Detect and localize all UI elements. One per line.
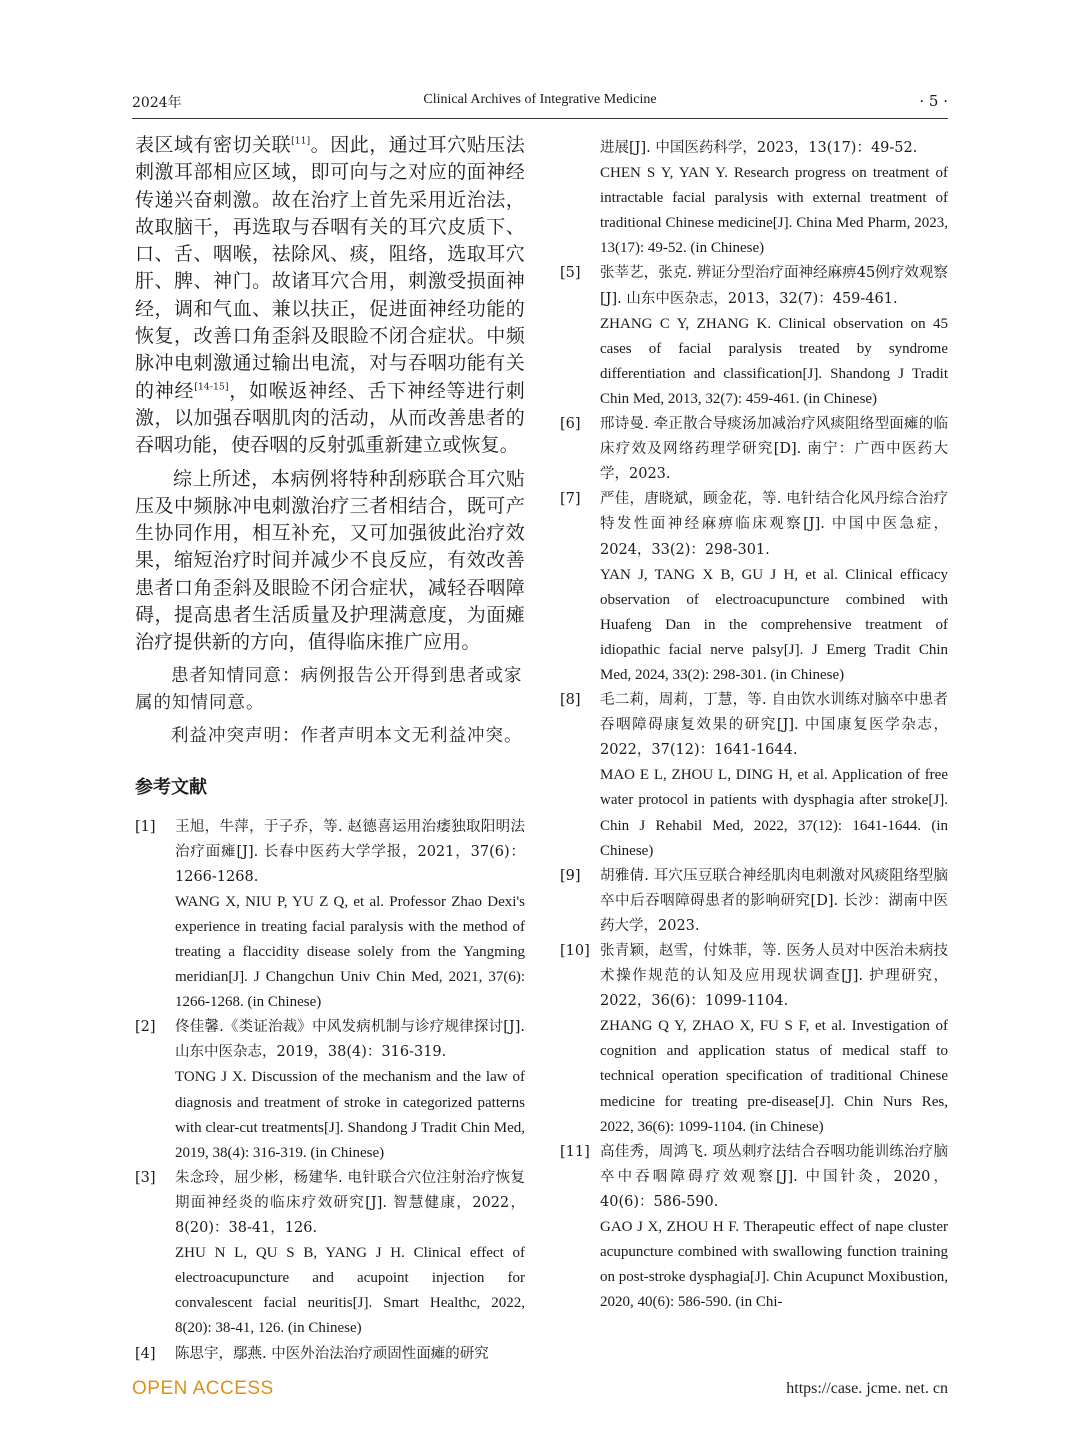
reference-en: ZHANG Q Y, ZHAO X, FU S F, et al. Investigation of cognition and application status of medical staff to technical operation specification of traditional Chinese medicine for treating pre-disease[J]. Chin Nurs Res, 2022, 36(6): 1099-1104. (in Chinese) — [600, 1018, 948, 1135]
reference-zh: 陈思宇，鄢燕. 中医外治法治疗顽固性面瘫的研究 — [175, 1345, 489, 1362]
reference-5 — [560, 261, 948, 412]
reference-9 — [560, 864, 948, 939]
reference-number: [10] — [560, 943, 590, 959]
body-paragraph-2: 综上所述，本病例将特种刮痧联合耳穴贴压及中频脉冲电刺激治疗三者相结合，既可产生协同作用，相互补充，又可加强彼此治疗效果，缩短治疗时间并减少不良反应，有效改善患者口角歪斜及眼睑不闭合症状，减轻吞咽障碍，提高患者生活质量及护理满意度，为面瘫治疗提供新的方向，值得临床推广应用。 — [135, 467, 525, 654]
reference-en: GAO J X, ZHOU H F. Therapeutic effect of nape cluster acupuncture combined with swallowing function training on post-stroke dysphagia[J]. Chin Acupunct Moxibustion, 2020, 40(6): 586-590. (in Chi- — [600, 1219, 948, 1311]
open-access-label: OPEN ACCESS — [132, 1378, 274, 1399]
para1-part-b: 。因此，通过耳穴贴压法刺激耳部相应区域，即可向与之对应的面神经传递兴奋刺激。故在治疗上首先采用近治法，故取脑干，再选取与吞咽有关的耳穴皮质下、口、舌、咽喉，祛除风、痰，阻络，选取耳穴肝、脾、神门。故诸耳穴合用，刺激受损面神经，调和气血、兼以扶正，促进面神经功能的恢复，改善口角歪斜及眼睑不闭合症状。中频脉冲电刺激通过输出电流，对与吞咽功能有关的神经 — [135, 134, 525, 402]
reference-number: [6] — [560, 416, 581, 433]
reference-number: [7] — [560, 491, 581, 508]
conflict-statement: 利益冲突声明：作者声明本文无利益冲突。 — [171, 726, 523, 747]
para1-part-c: ，如喉返神经、舌下神经等进行刺激，以加强吞咽肌肉的活动，从而改善患者的吞咽功能，使吞咽的反射弧重新建立或恢复。 — [135, 379, 525, 457]
consent-statement: 患者知情同意：病例报告公开得到患者或家属的知情同意。 — [135, 665, 523, 713]
right-column — [560, 136, 948, 1315]
reference-zh: 毛二莉，周莉，丁慧，等. 自由饮水训练对脑卒中患者吞咽障碍康复效果的研究[J]. 中国康复医学杂志，2022，37(12)：1641-1644. — [600, 692, 948, 759]
reference-7 — [560, 487, 948, 688]
header-rule — [132, 118, 948, 119]
reference-number: [8] — [560, 692, 581, 709]
reference-1 — [135, 815, 525, 1016]
reference-zh: 朱念玲，屈少彬，杨建华. 电针联合穴位注射治疗恢复期面神经炎的临床疗效研究[J]. 智慧健康，2022，8(20)：38-41，126. — [175, 1169, 525, 1237]
reference-number: [4] — [135, 1345, 156, 1362]
header-year: 2024年 — [132, 95, 182, 111]
journal-url-link[interactable]: https://case. jcme. net. cn — [786, 1380, 948, 1397]
reference-number: [3] — [135, 1169, 156, 1186]
reference-en: MAO E L, ZHOU L, DING H, et al. Application of free water protocol in patients with dysphagia after stroke[J]. Chin J Rehabil Med, 2022, 37(12): 1641-1644. (in Chinese) — [600, 767, 948, 859]
reference-number: [5] — [560, 265, 581, 282]
reference-zh: 王旭，牛萍，于子乔，等. 赵德喜运用治痿独取阳明法治疗面瘫[J]. 长春中医药大学学报，2021，37(6)：1266-1268. — [175, 818, 525, 885]
reference-zh: 佟佳馨.《类证治裁》中风发病机制与诊疗规律探讨[J]. 山东中医杂志，2019，38(4)：316-319. — [175, 1019, 525, 1061]
left-column — [135, 132, 525, 1367]
reference-number: [9] — [560, 867, 581, 884]
reference-number: [2] — [135, 1019, 156, 1036]
citation-11[interactable]: [11] — [291, 136, 311, 147]
reference-4-start — [135, 1342, 525, 1367]
reference-en: YAN J, TANG X B, GU J H, et al. Clinical efficacy observation of electroacupuncture combined with Huafeng Dan in the comprehensive treatment of idiopathic facial nerve palsy[J]. J Emerg Tradit Chin Med, 2024, 33(2): 298-301. (in Chinese) — [600, 566, 948, 683]
reference-zh: 胡雅倩. 耳穴压豆联合神经肌肉电刺激对风痰阻络型脑卒中后吞咽障碍患者的影响研究[D]. 长沙：湖南中医药大学，2023. — [600, 867, 948, 934]
running-header — [132, 92, 948, 114]
reference-zh: 张莘艺，张克. 辨证分型治疗面神经麻痹45例疗效观察[J]. 山东中医杂志，2013，32(7)：459-461. — [600, 265, 948, 307]
reference-zh: 高佳秀，周鸿飞. 项丛刺疗法结合吞咽功能训练治疗脑卒中吞咽障碍疗效观察[J]. 中国针灸，2020，40(6)：586-590. — [600, 1143, 948, 1210]
para1-part-a: 表区域有密切关联 — [135, 134, 292, 156]
citation-14-15[interactable]: [14-15] — [194, 382, 229, 393]
reference-3 — [135, 1166, 525, 1342]
reference-en: WANG X, NIU P, YU Z Q, et al. Professor Zhao Dexi's experience in treating facial paralysis with the method of treating a flaccidity disease solely from the Yangming meridian[J]. J Changchun Univ Chin Med, 2021, 37(6): 1266-1268. (in Chinese) — [175, 893, 525, 1011]
header-page-number: · 5 · — [919, 92, 948, 110]
reference-8 — [560, 688, 948, 864]
reference-en: ZHANG C Y, ZHANG K. Clinical observation on 45 cases of facial paralysis treated by syndrome differentiation and classification[J]. Shandong J Tradit Chin Med, 2013, 32(7): 459-461. (in Chinese) — [600, 315, 948, 407]
reference-2 — [135, 1015, 525, 1166]
reference-zh: 进展[J]. 中国医药科学，2023，13(17)：49-52. — [600, 140, 918, 156]
reference-zh: 张青颖，赵雪，付姝菲，等. 医务人员对中医治未病技术操作规范的认知及应用现状调查[J]. 护理研究，2022，36(6)：1099-1104. — [600, 943, 948, 1010]
reference-10 — [560, 939, 948, 1140]
reference-6 — [560, 412, 948, 487]
reference-number: [11] — [560, 1143, 590, 1160]
references-heading: 参考文献 — [135, 776, 207, 798]
reference-zh: 严佳，唐晓斌，顾金花，等. 电针结合化风丹综合治疗特发性面神经麻痹临床观察[J]. 中国中医急症，2024，33(2)：298-301. — [600, 491, 948, 558]
reference-en: ZHU N L, QU S B, YANG J H. Clinical effect of electroacupuncture and acupoint injection for convalescent facial neuritis[J]. Smart Healthc, 2022, 8(20): 38-41, 126. (in Chinese) — [175, 1245, 525, 1337]
body-paragraph-1 — [135, 132, 525, 460]
reference-zh: 邢诗曼. 牵正散合导痰汤加减治疗风痰阻络型面瘫的临床疗效及网络药理学研究[D]. 南宁：广西中医药大学，2023. — [600, 416, 948, 483]
reference-en: CHEN S Y, YAN Y. Research progress on treatment of intractable facial paralysis with external treatment of traditional Chinese medicine[J]. China Med Pharm, 2023, 13(17): 49-52. (in Chinese) — [600, 165, 948, 257]
reference-en: TONG J X. Discussion of the mechanism and the law of diagnosis and treatment of stroke in categorized patterns with clear-cut treatments[J]. Shandong J Tradit Chin Med, 2019, 38(4): 316-319. (in Chinese) — [175, 1069, 525, 1161]
references-list-left — [135, 815, 525, 1367]
reference-4-continued — [560, 136, 948, 261]
header-journal-title: Clinical Archives of Integrative Medicine — [423, 92, 657, 107]
reference-11 — [560, 1140, 948, 1316]
reference-number: [1] — [135, 818, 156, 835]
